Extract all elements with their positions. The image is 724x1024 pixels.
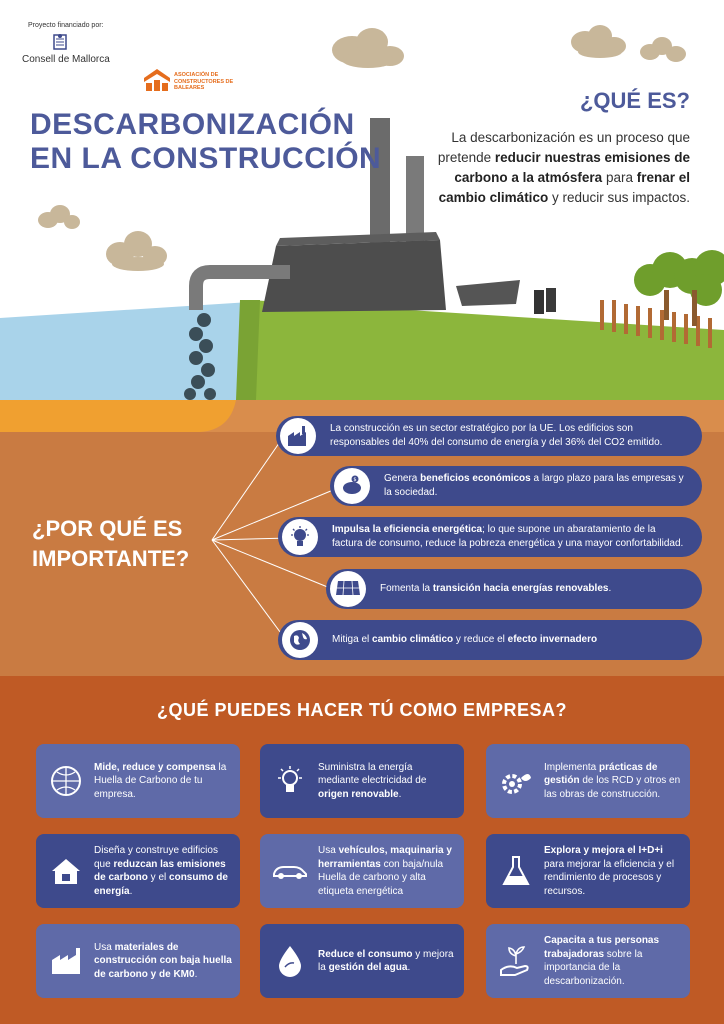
action-card-1 <box>36 744 240 818</box>
action-card-2 <box>260 744 464 818</box>
importance-item-2 <box>330 466 702 506</box>
que-es-heading: ¿QUÉ ES? <box>579 88 690 113</box>
action-card-text: Mide, reduce y compensa la Huella de Carbono de tu empresa. <box>94 761 227 800</box>
why-important-heading <box>32 514 189 574</box>
action-card-text: Diseña y construye edificios que reduzcan las emisiones de carbono y el consumo de energía. <box>94 845 228 897</box>
importance-item-1 <box>276 416 702 456</box>
action-card-8 <box>260 924 464 998</box>
importance-item-text: Impulsa la eficiencia energética; lo que supone un abaratamiento de la factura de consumo, reduce la pobreza energética y una mayor confortabilidad. <box>332 524 684 549</box>
solar-panel-icon <box>330 571 366 607</box>
page-title <box>30 108 381 176</box>
action-card-6 <box>486 834 690 908</box>
globe-icon <box>282 622 318 658</box>
definition-part: La descarbonización es un proceso que pretende <box>437 130 690 165</box>
action-card-5 <box>260 834 464 908</box>
bulb-plug-icon <box>270 761 310 801</box>
piggy-bank-icon <box>334 468 370 504</box>
definition-bold: frenar el cambio climático <box>438 170 690 205</box>
why-important-line-2: IMPORTANTE? <box>32 546 190 571</box>
title-line-1: DESCARBONIZACIÓN <box>30 108 355 141</box>
hero-section <box>0 0 724 400</box>
gear-leaf-icon <box>496 761 536 801</box>
action-card-text: Reduce el consumo y mejora la gestión del agua. <box>318 948 454 973</box>
importance-item-text: Genera beneficios económicos a largo plazo para las empresas y la sociedad. <box>384 473 684 498</box>
flask-icon <box>496 851 536 891</box>
action-card-9 <box>486 924 690 998</box>
importance-item-3 <box>278 517 702 557</box>
action-card-3 <box>486 744 690 818</box>
action-card-text: Suministra la energía mediante electricidad de origen renovable. <box>318 761 427 800</box>
action-card-text: Implementa prácticas de gestión de los RCD y otros en las obras de construcción. <box>544 761 681 800</box>
factory-icon <box>280 418 316 454</box>
car-icon <box>270 851 310 891</box>
importance-item-text: La construcción es un sector estratégico por la UE. Los edificios son responsables del 40% del consumo de energía y del 36% del CO2 emitido. <box>330 423 663 448</box>
lightbulb-icon <box>282 519 318 555</box>
globe-footprint-icon <box>46 761 86 801</box>
action-card-text: Usa vehículos, maquinaria y herramientas con baja/nula Huella de carbono y alta etiqueta energética <box>318 845 452 897</box>
hand-plant-icon <box>496 941 536 981</box>
definition-part: y reducir sus impactos. <box>548 190 690 205</box>
factory-small-icon <box>46 941 86 981</box>
action-card-text: Usa materiales de construcción con baja huella de carbono y de KM0. <box>94 941 232 980</box>
house-icon <box>46 851 86 891</box>
importance-item-5 <box>278 620 702 660</box>
consell-logo-text: Consell de Mallorca <box>22 54 110 65</box>
acb-logo-text: ASOCIACIÓN DE CONSTRUCTORES DE BALEARES <box>174 72 234 91</box>
definition-part: para <box>602 170 637 185</box>
actions-heading: ¿QUÉ PUEDES HACER TÚ COMO EMPRESA? <box>156 700 568 720</box>
why-important-line-1: ¿POR QUÉ ES <box>32 516 183 541</box>
importance-item-4 <box>326 569 702 609</box>
importance-item-text: Fomenta la transición hacia energías renovables. <box>380 583 612 594</box>
acb-logo-icon <box>142 66 172 92</box>
definition-bold: reducir nuestras emisiones de carbono a la atmósfera <box>454 150 690 185</box>
action-card-text: Capacita a tus personas trabajadoras sobre la importancia de la descarbonización. <box>544 935 660 987</box>
action-card-7 <box>36 924 240 998</box>
funded-by-label: Proyecto financiado por: <box>28 22 104 29</box>
action-card-4 <box>36 834 240 908</box>
svg-text:$: $ <box>353 477 357 483</box>
action-card-text: Explora y mejora el I+D+i para mejorar la eficiencia y el rendimiento de procesos y recursos. <box>544 845 675 897</box>
water-drop-icon <box>270 941 310 981</box>
consell-crest-icon <box>52 33 68 53</box>
title-line-2: EN LA CONSTRUCCIÓN <box>30 142 382 175</box>
definition-text <box>430 128 690 208</box>
importance-item-text: Mitiga el cambio climático y reduce el efecto invernadero <box>332 634 598 645</box>
